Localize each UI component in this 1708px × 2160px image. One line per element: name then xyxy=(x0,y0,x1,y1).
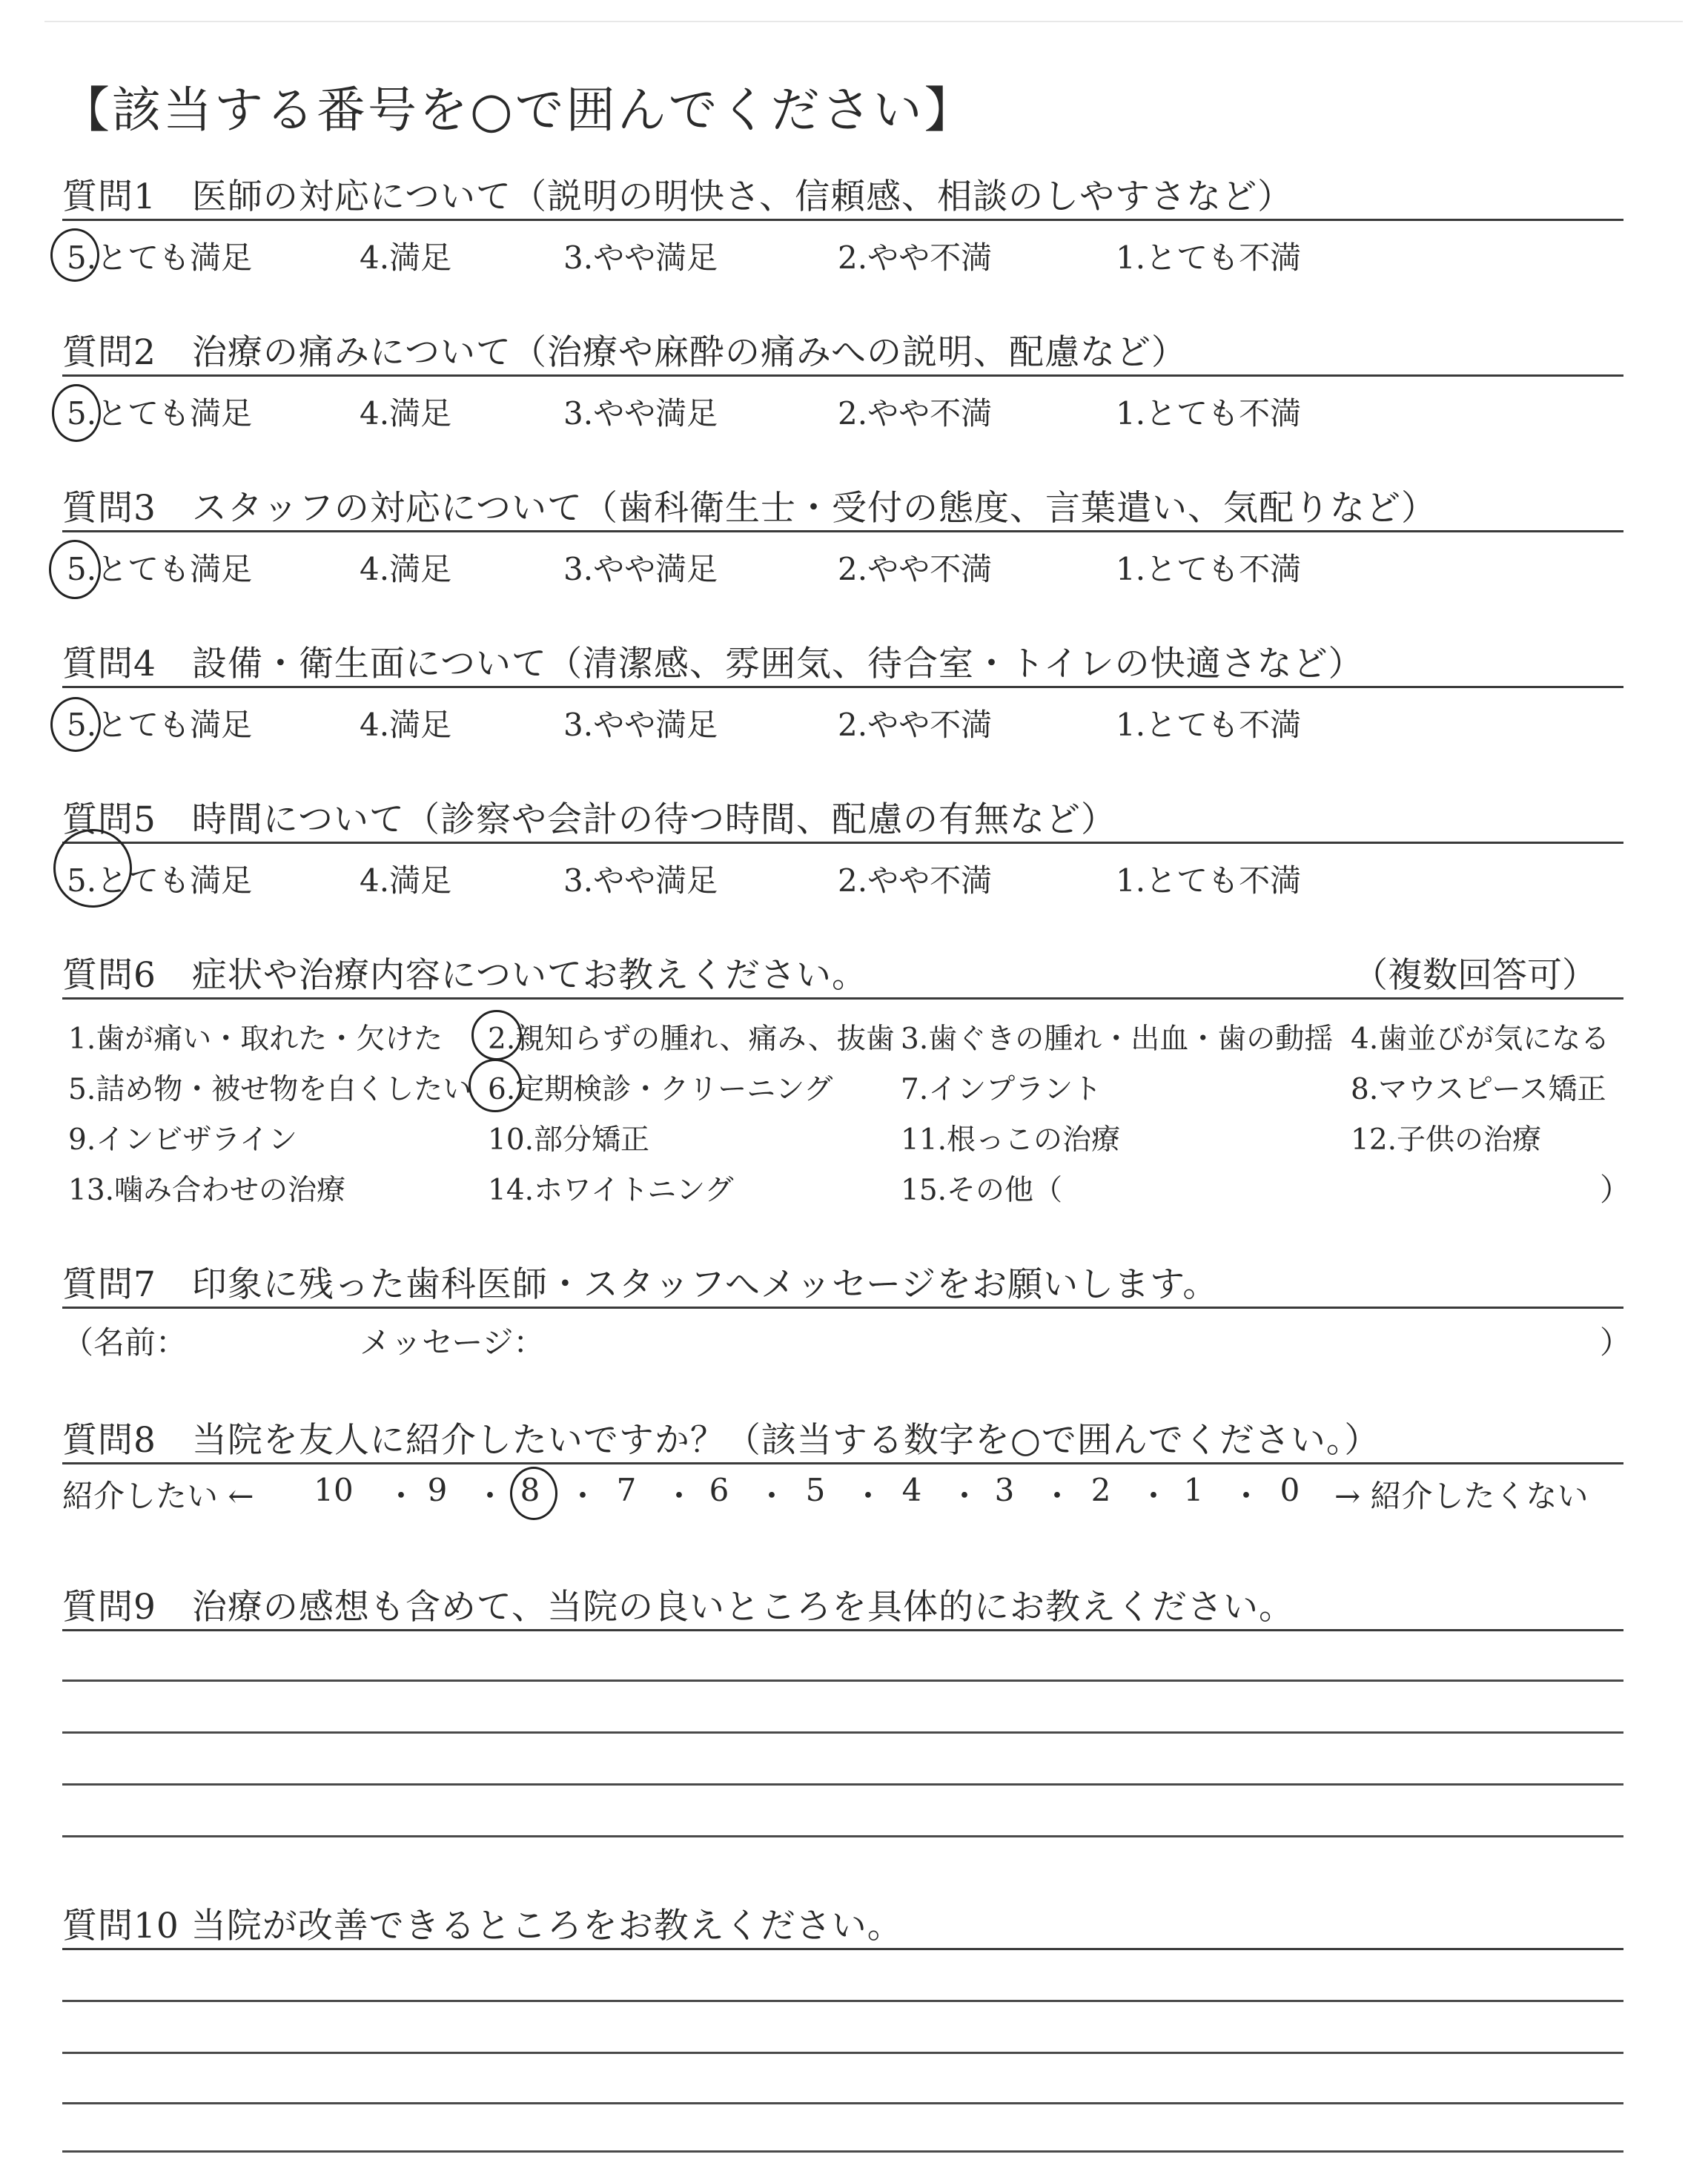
selection-circle xyxy=(50,228,99,282)
writing-line[interactable] xyxy=(62,2000,1623,2002)
option-5[interactable]: 5.とても満足 xyxy=(67,240,253,276)
question-8-rule xyxy=(62,1462,1623,1464)
scale-separator: ・ xyxy=(756,1478,788,1514)
writing-line[interactable] xyxy=(62,1731,1623,1734)
scale-separator: ・ xyxy=(385,1478,417,1514)
selection-circle xyxy=(52,384,101,442)
name-label: （名前： xyxy=(62,1324,188,1361)
option-2[interactable]: 2.やや不満 xyxy=(838,707,993,743)
writing-line[interactable] xyxy=(62,1680,1623,1682)
scale-value[interactable]: 8 xyxy=(520,1472,540,1508)
option-3[interactable]: 3.やや満足 xyxy=(563,240,718,276)
writing-line[interactable] xyxy=(62,1835,1623,1837)
symptom-option[interactable]: 5.詰め物・被せ物を白くしたい xyxy=(68,1073,472,1106)
option-2[interactable]: 2.やや不満 xyxy=(838,395,993,432)
question-6-title: 質問6 症状や治療内容についてお教えください。 xyxy=(62,955,867,996)
scale-value[interactable]: 7 xyxy=(616,1472,637,1508)
scale-value[interactable]: 0 xyxy=(1280,1472,1300,1508)
page-title: 【該当する番号を○で囲んでください】 xyxy=(61,82,976,139)
selection-circle xyxy=(50,697,101,752)
question-6-rule xyxy=(62,997,1623,1000)
scale-separator: ・ xyxy=(853,1478,884,1514)
option-5[interactable]: 5.とても満足 xyxy=(67,862,253,899)
selection-circle xyxy=(471,1010,522,1060)
page-top-edge xyxy=(44,21,1683,22)
option-2[interactable]: 2.やや不満 xyxy=(838,551,993,587)
question-1-rule xyxy=(62,219,1623,221)
symptom-option[interactable]: 2.親知らずの腫れ、痛み、抜歯 xyxy=(488,1023,895,1056)
option-1[interactable]: 1.とても不満 xyxy=(1116,707,1302,743)
symptom-option[interactable]: 14.ホワイトニング xyxy=(488,1174,734,1207)
option-4[interactable]: 4.満足 xyxy=(360,707,452,743)
scale-separator: ・ xyxy=(1138,1478,1170,1514)
scale-separator: ・ xyxy=(1042,1478,1073,1514)
option-3[interactable]: 3.やや満足 xyxy=(563,862,718,899)
scale-value[interactable]: 3 xyxy=(994,1472,1015,1508)
option-1[interactable]: 1.とても不満 xyxy=(1116,862,1302,899)
symptom-option[interactable]: 15.その他（ xyxy=(901,1174,1063,1207)
option-5[interactable]: 5.とても満足 xyxy=(67,551,253,587)
other-close-paren: ） xyxy=(1600,1172,1632,1208)
option-2[interactable]: 2.やや不満 xyxy=(838,240,993,276)
option-5[interactable]: 5.とても満足 xyxy=(67,707,253,743)
scale-value[interactable]: 6 xyxy=(709,1472,729,1508)
writing-line[interactable] xyxy=(62,2150,1623,2153)
option-5[interactable]: 5.とても満足 xyxy=(67,395,253,432)
writing-line[interactable] xyxy=(62,2102,1623,2104)
scale-value[interactable]: 9 xyxy=(427,1472,448,1508)
symptom-option[interactable]: 11.根っこの治療 xyxy=(901,1123,1121,1157)
question-5-title: 質問5 時間について（診察や会計の待つ時間、配慮の有無など） xyxy=(62,799,1116,840)
question-4-rule xyxy=(62,686,1623,688)
option-3[interactable]: 3.やや満足 xyxy=(563,395,718,432)
question-1-title: 質問1 医師の対応について（説明の明快さ、信頼感、相談のしやすさなど） xyxy=(62,176,1294,217)
symptom-option[interactable]: 4.歯並びが気になる xyxy=(1351,1023,1610,1056)
question-3-rule xyxy=(62,530,1623,532)
symptom-option[interactable]: 13.噛み合わせの治療 xyxy=(68,1174,346,1207)
question-7-rule xyxy=(62,1307,1623,1309)
scale-value[interactable]: 2 xyxy=(1090,1472,1111,1508)
symptom-option[interactable]: 12.子供の治療 xyxy=(1351,1123,1542,1157)
scale-separator: ・ xyxy=(1231,1478,1262,1514)
symptom-option[interactable]: 10.部分矯正 xyxy=(488,1123,650,1157)
question-9-title: 質問9 治療の感想も含めて、当院の良いところを具体的にお教えください。 xyxy=(62,1587,1294,1628)
option-4[interactable]: 4.満足 xyxy=(360,395,452,432)
writing-line[interactable] xyxy=(62,1783,1623,1786)
question-6-note: （複数回答可） xyxy=(1353,955,1597,996)
scale-right-label: → 紹介したくない xyxy=(1334,1478,1589,1514)
question-8-title: 質問8 当院を友人に紹介したいですか？（該当する数字を○で囲んでください。） xyxy=(62,1420,1380,1461)
scale-value[interactable]: 1 xyxy=(1183,1472,1204,1508)
question-10-title: 質問10 当院が改善できるところをお教えください。 xyxy=(62,1906,903,1946)
selection-circle xyxy=(510,1467,557,1520)
selection-circle xyxy=(49,540,101,599)
scale-separator: ・ xyxy=(567,1478,599,1514)
question-5-rule xyxy=(62,842,1623,844)
option-3[interactable]: 3.やや満足 xyxy=(563,551,718,587)
scale-separator: ・ xyxy=(474,1478,506,1514)
message-close-paren: ） xyxy=(1600,1324,1632,1361)
symptom-option[interactable]: 3.歯ぐきの腫れ・出血・歯の動揺 xyxy=(901,1023,1334,1056)
question-9-rule xyxy=(62,1629,1623,1631)
question-3-title: 質問3 スタッフの対応について（歯科衛生士・受付の態度、言葉遣い、気配りなど） xyxy=(62,488,1437,529)
selection-circle xyxy=(53,829,132,908)
scale-value[interactable]: 4 xyxy=(901,1472,922,1508)
scale-value[interactable]: 10 xyxy=(314,1472,354,1508)
scale-value[interactable]: 5 xyxy=(805,1472,826,1508)
question-2-rule xyxy=(62,374,1623,377)
scale-left-label: 紹介したい ← xyxy=(62,1478,254,1514)
symptom-option[interactable]: 9.インビザライン xyxy=(68,1123,298,1157)
symptom-option[interactable]: 8.マウスピース矯正 xyxy=(1351,1073,1606,1106)
option-1[interactable]: 1.とても不満 xyxy=(1116,240,1302,276)
option-4[interactable]: 4.満足 xyxy=(360,862,452,899)
question-7-title: 質問7 印象に残った歯科医師・スタッフへメッセージをお願いします。 xyxy=(62,1264,1219,1305)
writing-line[interactable] xyxy=(62,2052,1623,2054)
scale-separator: ・ xyxy=(949,1478,981,1514)
question-2-title: 質問2 治療の痛みについて（治療や麻酔の痛みへの説明、配慮など） xyxy=(62,332,1188,373)
option-1[interactable]: 1.とても不満 xyxy=(1116,395,1302,432)
scale-separator: ・ xyxy=(663,1478,695,1514)
option-2[interactable]: 2.やや不満 xyxy=(838,862,993,899)
selection-circle xyxy=(469,1059,522,1112)
symptom-option[interactable]: 7.インプラント xyxy=(901,1073,1102,1106)
option-4[interactable]: 4.満足 xyxy=(360,240,452,276)
symptom-option[interactable]: 6.定期検診・クリーニング xyxy=(488,1073,833,1106)
option-3[interactable]: 3.やや満足 xyxy=(563,707,718,743)
symptom-option[interactable]: 1.歯が痛い・取れた・欠けた xyxy=(68,1023,443,1056)
option-1[interactable]: 1.とても不満 xyxy=(1116,551,1302,587)
option-4[interactable]: 4.満足 xyxy=(360,551,452,587)
message-label: メッセージ： xyxy=(360,1324,545,1361)
question-10-rule xyxy=(62,1948,1623,1950)
question-4-title: 質問4 設備・衛生面について（清潔感、雰囲気、待合室・トイレの快適さなど） xyxy=(62,644,1364,684)
